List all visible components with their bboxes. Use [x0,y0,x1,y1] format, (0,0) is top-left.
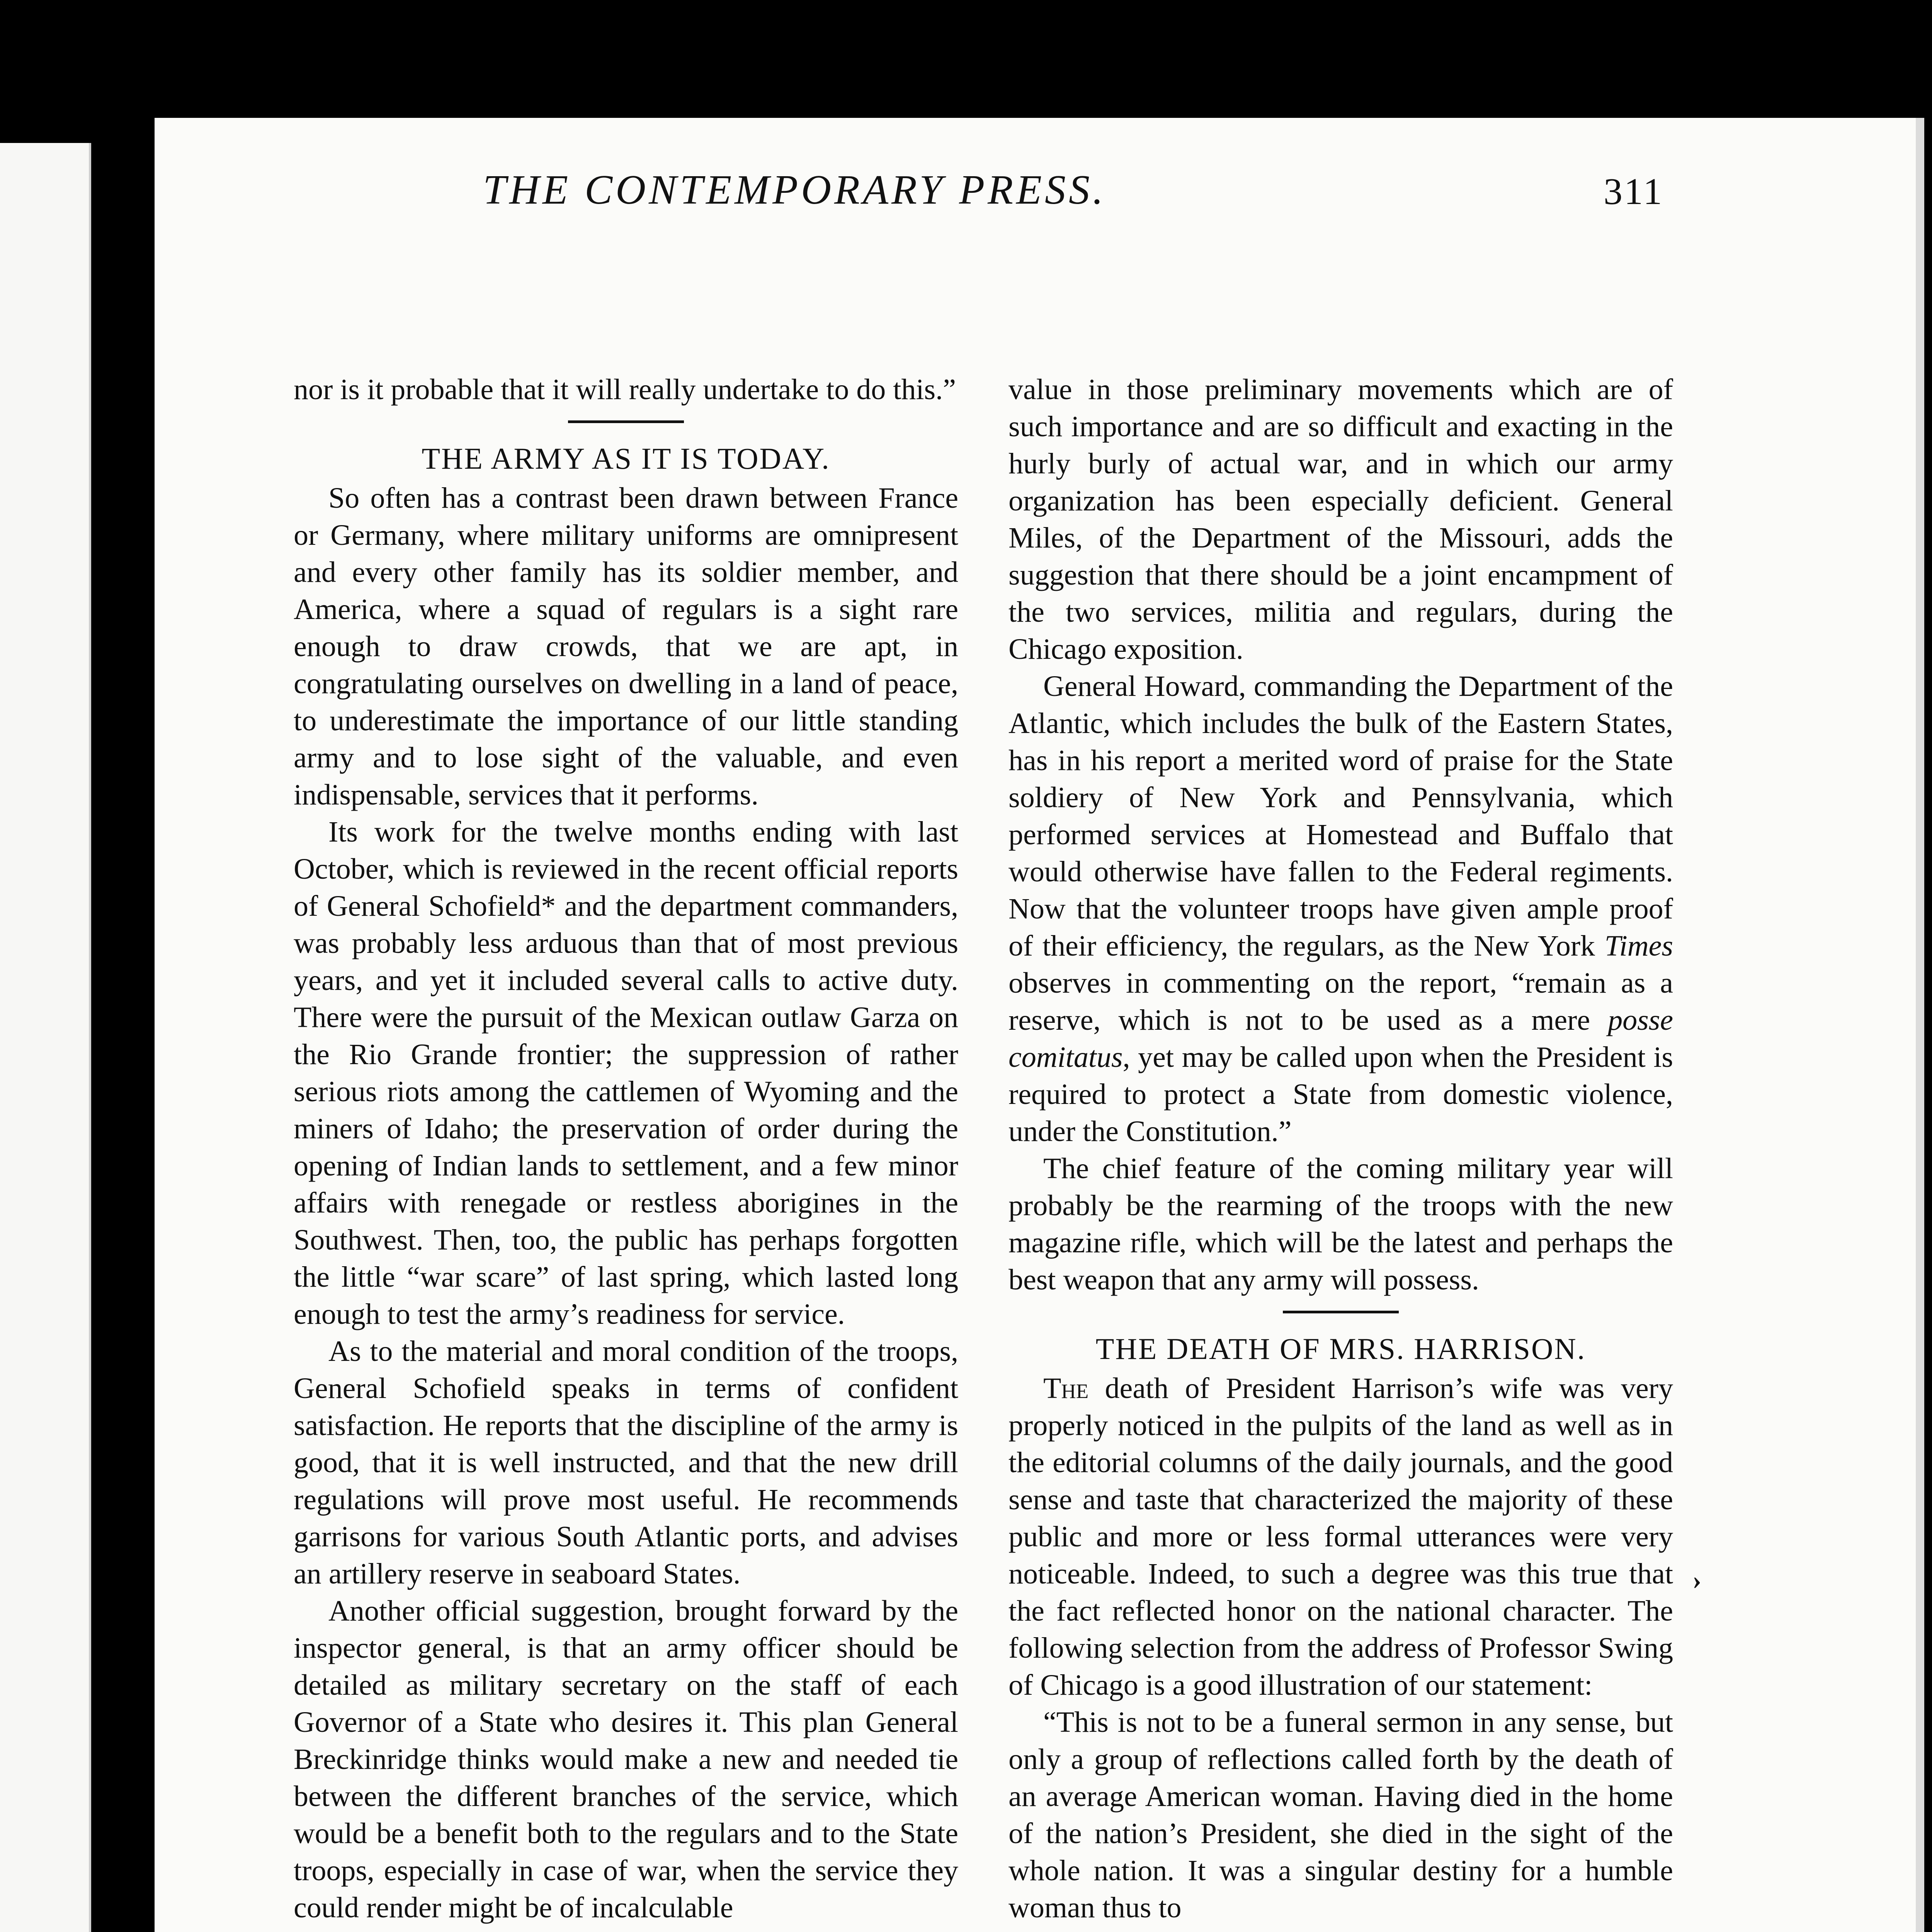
page-edge-shadow [1916,118,1924,1932]
text-run: , yet may be called upon when the President is required to protect a State from domestic violence, under the Constitution.” [1009,1041,1673,1148]
italic-phrase-posse: posse comitatus [1009,1004,1673,1073]
text-run: death of President Harrison’s wife was very properly noticed in the pulpits of the land as well as in the editorial columns of the daily journals, and the good sense and taste that characterized the majority of these public and more or less formal utterances were very noticeable. Indeed, to such a degree was this true that the fact reflected honor on the national character. The following selection from the address of Professor Swing of Chicago is a good illustration of our statement: [1009,1372,1673,1701]
paragraph: The chief feature of the coming military year will probably be the rearming of the troops with the new magazine rifle, which will be the latest and perhaps the best weapon that any army will possess. [1009,1152,1673,1296]
paragraph: nor is it probable that it will really undertake to do this.” [294,373,956,406]
small-caps-lead: The [1043,1372,1089,1405]
stray-mark: › [1692,1565,1702,1595]
paragraph: As to the material and moral condition of the troops, General Schofield speaks in terms of confident satisfaction. He reports that the discipline of the army is good, that it is well instructed, and that the new drill regulations will prove most useful. He recommends garrisons for various South Atlantic ports, and advises an artillery reserve in seaboard States. [294,1335,958,1590]
section-title-harrison: THE DEATH OF MRS. HARRISON. [1095,1332,1586,1366]
right-column [1009,371,1673,1926]
section-title-army: THE ARMY AS IT IS TODAY. [422,442,830,475]
text-run: General Howard, commanding the Department of the Atlantic, which includes the bulk of the Eastern States, has in his report a merited word of praise for the State soldiery of New York and Pennsylvania, which performed services at Homestead and Buffalo that would otherwise have fallen to the Federal regiments. Now that the volunteer troops have given ample proof of their efficiency, the regulars, as the New York [1009,670,1673,962]
paragraph [1009,1370,1673,1704]
left-column [294,371,958,1926]
facing-page-edge [0,143,91,1932]
paragraph: So often has a contrast been drawn between France or Germany, where military uniforms are omnipresent and every other family has its soldier member, and America, where a squad of regulars is a sight rare enough to draw crowds, that we are apt, in congratulating ourselves on dwelling in a land of peace, to underestimate the importance of our little standing army and to lose sight of the valuable, and even indispensable, services that it performs. [294,482,958,811]
paragraph: value in those preliminary movements which are of such importance and are so difficult and exacting in the hurly burly of actual war, and in which our army organization has been especially deficient. General Miles, of the Department of the Missouri, adds the suggestion that there should be a joint encampment of the two services, militia and regulars, during the Chicago exposition. [1009,373,1673,665]
running-title: THE CONTEMPORARY PRESS. [483,167,1106,213]
page-number: 311 [1604,171,1664,213]
paragraph [1009,668,1673,1150]
paragraph: Its work for the twelve months ending with last October, which is reviewed in the recent official reports of General Schofield* and the department commanders, was probably less arduous than that of most previous years, and yet it included several calls to active duty. There were the pursuit of the Mexican outlaw Garza on the Rio Grande frontier; the suppression of rather serious riots among the cattlemen of Wyoming and the miners of Idaho; the preservation of order during the opening of Indian lands to settlement, and a few minor affairs with renegade or restless aborigines in the Southwest. Then, too, the public has perhaps forgotten the little “war scare” of last spring, which lasted long enough to test the army’s readiness for service. [294,816,958,1330]
section-divider [568,420,684,423]
text-run: observes in commenting on the report, “remain as a reserve, which is not to be used as a mere [1009,967,1673,1036]
paragraph: Another official suggestion, brought forward by the inspector general, is that an army officer should be detailed as military secretary on the staff of each Governor of a State who desires it. This plan General Breckinridge thinks would make a new and needed tie between the different branches of the service, which would be a benefit both to the regulars and to the State troops, especially in case of war, when the service they could render might be of incalculable [294,1595,958,1924]
italic-title-times: Times [1604,930,1673,962]
section-divider [1283,1311,1399,1313]
paragraph: “This is not to be a funeral sermon in any sense, but only a group of reflections called forth by the death of an average American woman. Having died in the home of the nation’s President, she died in the sight of the whole nation. It was a singular destiny for a humble woman thus to [1009,1706,1673,1924]
